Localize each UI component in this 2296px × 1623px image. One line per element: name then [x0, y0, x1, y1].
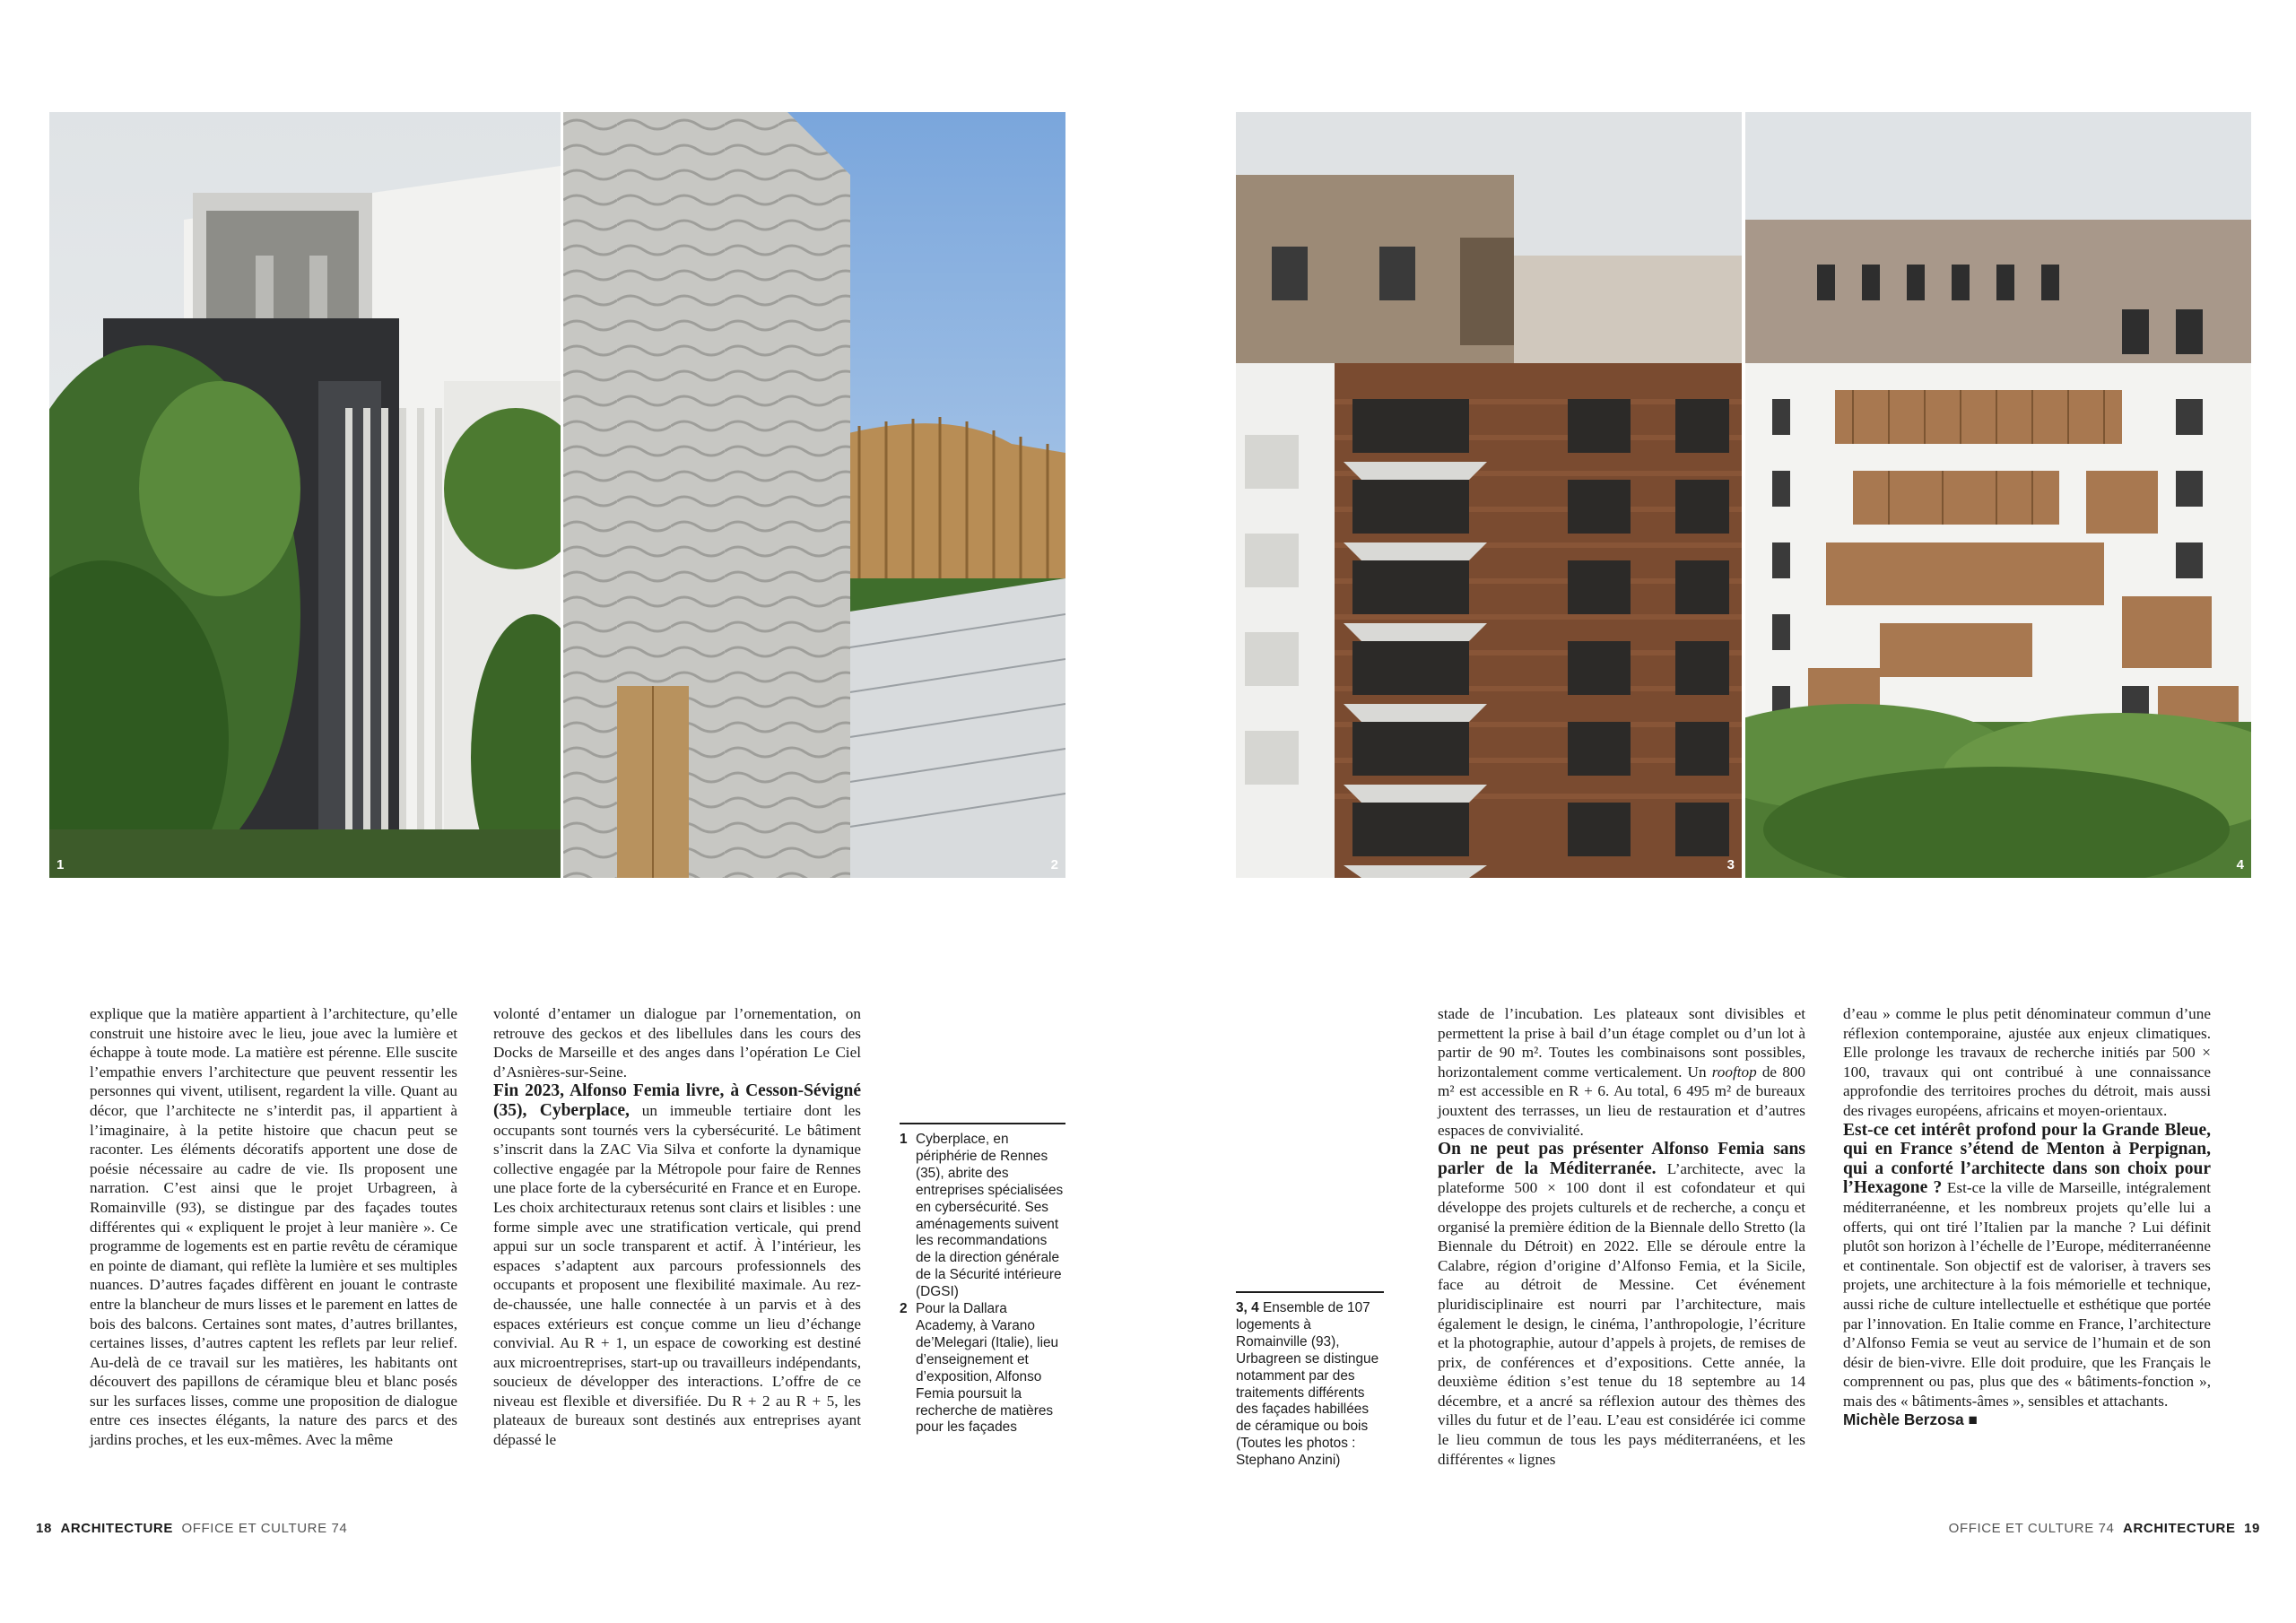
col1-paragraph: explique que la matière appartient à l’architecture, qu’elle construit une histoire avec le lieu, joue avec la lumière et échappe à toute mode. La matière est pérenne. Elle suscite l’empathie envers l’architecture que peuvent ressentir les personnes qui vivent, utilisent, regardent la ville. Quant au décor, que l’architecte ne s’interdit pas, il appartient à l’imaginaire, à la petite histoire que chacun peut se raconter. Les éléments décoratifs apportent une dose de poésie nécessaire au cadre de vie. Ils proposent une narration. C’est ainsi que le projet Urbagreen, à Romainville (93), se distingue par des façades toutes différentes qui « expliquent le projet à leur manière ». Ce programme de logements est en partie revêtu de céramique en pointe de diamant, qui reflète la lumière et ses multiples nuances. D’autres façades diffèrent en jouant le contraste entre la blancheur de murs lisses et le parement en lattes de bois des balcons. Certaines sont mates, d’autres brillantes, certaines lisses, d’autres captent les reflets par leur relief. Au-delà de ce travail sur les matières, les habitants ont découvert des papillons de céramique bleu et blanc posés sur les surfaces lisses, comme une proposition de dialogue entre ces insectes élégants, la nature des parcs et des jardins proches, et les eux-mêmes. Avec la même [90, 1005, 457, 1449]
text-column-3 [1438, 1004, 1805, 1469]
col2-lead: Fin 2023, Alfonso Femia livre, à Cesson-Sévigné (35), Cyberplace, [493, 1081, 861, 1120]
page-number-left: 18 [36, 1521, 52, 1536]
photo-4-number: 4 [2236, 857, 2244, 872]
caption-number: 1 [900, 1132, 908, 1147]
author-signature: Michèle Berzosa ■ [1843, 1410, 1978, 1429]
photo-4-image [1745, 112, 2251, 878]
footer-left [36, 1521, 347, 1536]
photo-2-image [563, 112, 1065, 878]
caption-photos-3-4 [1236, 1291, 1384, 1470]
col4-section [1843, 1121, 2211, 1411]
col2-intro: volonté d’entamer un dialogue par l’ornementation, on retrouve des geckos et des libellules dans les cours des Docks de Marseille et des anges dans l’opération Le Ciel d’Asnières-sur-Seine. [493, 1005, 861, 1081]
footer-right [1949, 1521, 2260, 1536]
section-name-right: ARCHITECTURE [2123, 1521, 2236, 1536]
caption-rule [1236, 1291, 1384, 1293]
magazine-name-right: OFFICE ET CULTURE 74 [1948, 1521, 2115, 1536]
col2-section [493, 1081, 861, 1449]
section-name-left: ARCHITECTURE [60, 1521, 173, 1536]
text-column-2 [493, 1004, 861, 1450]
caption-item-2 [900, 1301, 1065, 1436]
photo-4 [1745, 112, 2251, 878]
col4-body: Est-ce la ville de Marseille, intégralement méditerranéenne, et les nombreux projets qu’elle lui a offerts, qui ont tiré l’Italien par la manche ? Lui définit plutôt son horizon à l’échelle de l’Europe, méditerranéenne et continentale. Son objectif est de valoriser, à travers ses projets, une architecture à la fois mémorielle et technique, aussi riche de culture intellectuelle et esthétique que portée par l’innovation. En Italie comme en France, l’architecture d’Alfonso Femia se veut au service de l’humain et de son désir de bien-vivre. Elle doit produire, que les Français le comprennent ou pas, plus que des « bâtiments-fonction », mais des « bâtiments-âmes », sensibles et attachants. [1843, 1179, 2212, 1410]
caption-text: Cyberplace, en périphérie de Rennes (35), abrite des entreprises spécialisées en cybersécurité. Ses aménagements suivent les recommandations de la direction générale de la Sécurité intérieure (DGSI) [916, 1132, 1064, 1300]
col4-intro: d’eau » comme le plus petit dénominateur commun d’une réflexion contemporaine, ajustée aux enjeux climatiques. Elle prolonge les travaux de recherche initiés par 500 × 100, travaux qui ont contribué à une connaissance approfondie des territoires proches du détroit, mais aussi des rivages européens, africains et moyen-orientaux. [1843, 1005, 2211, 1119]
col3-intro-a: stade de l’incubation. Les plateaux sont divisibles et permettent la prise à bail d’un étage complet ou d’un lot à partir de 90 m². Toutes les combinaisons sont possibles, horizontalement comme verticalement. Un [1438, 1005, 1805, 1081]
caption-number: 3, 4 [1236, 1300, 1259, 1315]
photo-2-number: 2 [1050, 857, 1058, 872]
photo-3-image [1236, 112, 1742, 878]
text-column-1 [90, 1004, 457, 1450]
col2-body: un immeuble tertiaire dont les occupants sont tournés vers la cybersécurité. Le bâtiment s’inscrit dans la ZAC Via Silva et conforte la dynamique collective engagée par la Métropole pour faire de Rennes une place forte de la cybersécurité en France et en Europe. Les choix architecturaux retenus sont clairs et lisibles : une forme simple avec une stratification verticale, qui prend appui sur un socle transparent et actif. À l’intérieur, les espaces s’adaptent aux parcours professionnels des occupants et proposent une flexibilité maximale. Au rez-de-chaussée, une halle connectée à un parvis et à des espaces extérieurs est conçue comme un lieu d’échange convivial. Au R + 1, un espace de coworking est destiné aux microentreprises, start-up ou travailleurs indépendants, soucieux de développer des interactions. L’offre de ce niveau est flexible et diversifiée. Du R + 2 au R + 5, les plateaux de bureaux sont destinés aux entreprises ayant dépassé le [493, 1101, 861, 1449]
photo-3-number: 3 [1726, 857, 1735, 872]
photo-1 [49, 112, 561, 878]
page-number-right: 19 [2244, 1521, 2260, 1536]
text-column-4 [1843, 1004, 2211, 1430]
col3-intro [1438, 1004, 1805, 1140]
photo-1-image [49, 112, 561, 878]
caption-number: 2 [900, 1301, 908, 1317]
photo-2 [563, 112, 1065, 878]
magazine-name-left: OFFICE ET CULTURE 74 [181, 1521, 348, 1536]
col3-intro-b: de 800 m² est accessible en R + 6. Au total, 6 495 m² de bureaux jouxtent des terrasses, un lieu de restauration et d’autres espaces de convivialité. [1438, 1063, 1805, 1139]
col4-lead: Est-ce cet intérêt profond pour la Grande Bleue, qui en France s’étend de Menton à Perpignan, qui a conforté l’architecte dans son choix pour l’Hexagone ? [1843, 1120, 2211, 1198]
caption-item-1 [900, 1132, 1065, 1301]
caption-photos-1-2 [900, 1123, 1065, 1436]
col4-signature-line [1843, 1410, 2211, 1430]
photo-3 [1236, 112, 1742, 878]
caption-text: Ensemble de 107 logements à Romainville (93), Urbagreen se distingue notamment par des traitements différents des façades habillées de céramique ou bois (Toutes les photos : Stephano Anzini) [1236, 1300, 1379, 1469]
col3-section [1438, 1140, 1805, 1469]
col3-intro-em: rooftop [1711, 1063, 1757, 1081]
col3-lead: On ne peut pas présenter Alfonso Femia sans parler de la Méditerranée. [1438, 1140, 1805, 1178]
col3-body: L’architecte, avec la plateforme 500 × 100 dont il est cofondateur et qui développe des projets culturels et de recherche, a conçu et organisé la première édition de la Biennale dello Stretto (la Biennale du Détroit) en 2022. Elle se déroule entre la Calabre, région d’origine d’Alfonso Femia, et la Sicile, face au détroit de Messine. Cet événement pluridisciplinaire est nourri par l’architecture, mais également le design, le cinéma, l’anthropologie, l’écriture et la photographie, autour d’appels à projets, de remises de prix, de conférences et d’expositions. Cette année, la deuxième édition s’est tenue du 18 septembre au 14 décembre, et a ancré sa réflexion autour des thèmes des villes du futur et de l’eau. L’eau est considérée ici comme le lieu commun de tous les pays méditerranéens, et les différentes « lignes [1438, 1159, 1805, 1468]
caption-rule [900, 1123, 1065, 1124]
photo-1-number: 1 [57, 857, 65, 872]
caption-text: Pour la Dallara Academy, à Varano de’Melegari (Italie), lieu d’enseignement et d’exposition, Alfonso Femia poursuit la recherche de matières pour les façades [916, 1301, 1059, 1436]
